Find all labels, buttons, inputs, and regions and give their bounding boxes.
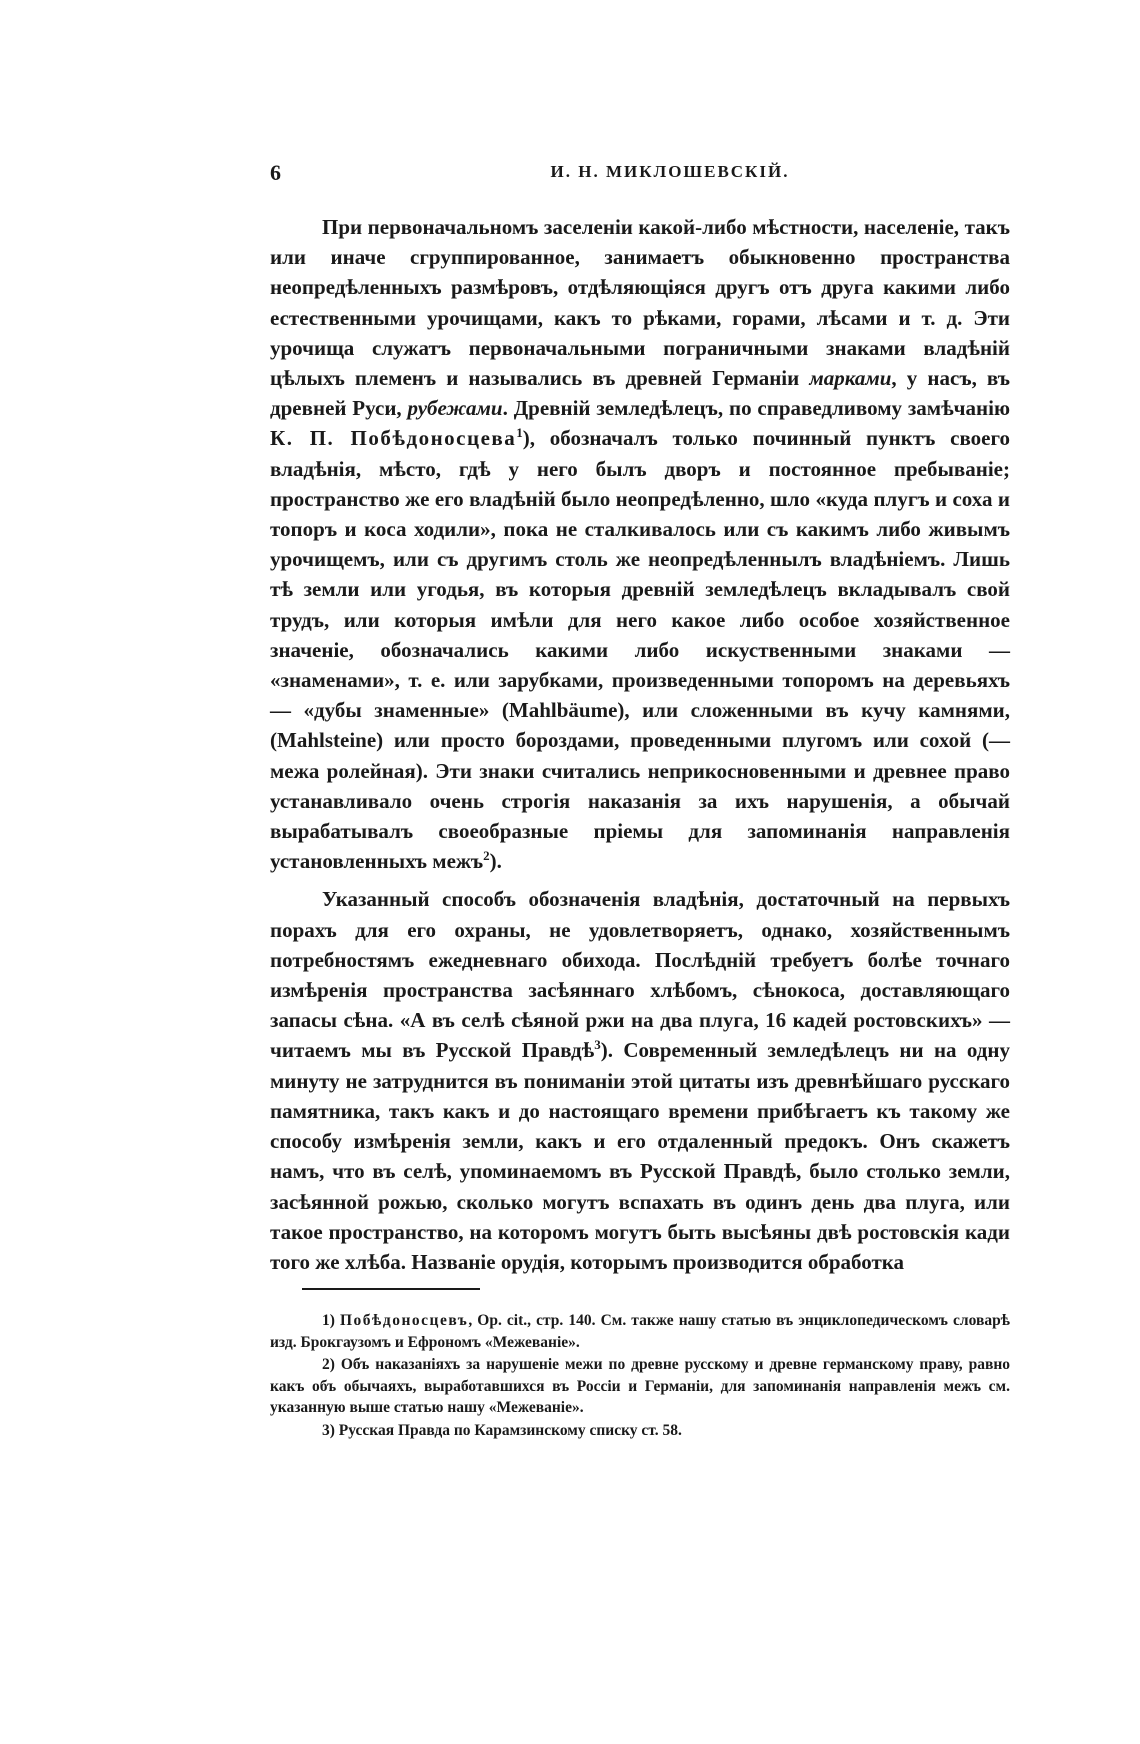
footnote-1-author: Побѣдоносцевъ [340, 1312, 469, 1329]
paragraph-1-text-4: ), обозначалъ только починный пунктъ своего владѣнія, мѣсто, гдѣ у него былъ дворъ и постоянное пребываніе; пространство же его владѣній было неопредѣленно, шло «куда плугъ и соха и топоръ и коса ходили», пока не сталкивалось или съ какимъ либо живымъ урочищемъ, или съ другимъ столь же неопредѣленнылъ владѣніемъ. Лишь тѣ земли или угодья, въ которыя древній земледѣлецъ вкладывалъ свой трудъ, или которыя имѣли для него какое либо особое хозяйственное значеніе, обозначались какими либо искуственными знаками — «знаменами», т. е. или зарубками, произведенными топоромъ на деревьяхъ — «дубы знаменные» (Mahlbäume), или сложенными въ кучу камнями, (Mahlsteine) или просто бороздами, проведенными плугомъ или сохой (—межа ролейная). Эти знаки считались неприкосновенными и древнее право устанавливало очень строгія наказанія за ихъ нарушенія, а обычай вырабатывалъ своеобразные пріемы для запоминанія направленія установленныхъ межъ [270, 426, 1010, 874]
footnotes [270, 1310, 1010, 1441]
paragraph-1-text-3: . Древній земледѣлецъ, по справедливому замѣчанію [502, 396, 1010, 421]
footnote-3: 3) Русская Правда по Карамзинскому списку ст. 58. [322, 1421, 682, 1439]
paragraph-1 [270, 212, 1010, 876]
footnote-ref-1[interactable]: 1 [516, 425, 523, 441]
body-text [270, 212, 1010, 1277]
footnote-2: 2) Объ наказаніяхъ за нарушеніе межи по древне русскому и древне германскому праву, равно какъ объ обычаяхъ, выработавшихся въ Россіи и Германіи, для запоминанія направленія межъ см. указанную выше статью нашу «Межеваніе». [270, 1356, 1010, 1416]
paragraph-1-text-5: ). [489, 849, 502, 874]
paragraph-2-text-1: Указанный способъ обозначенія владѣнія, достаточный на первыхъ порахъ для его охраны, не удовлетворяетъ, однако, хозяйственнымъ потребностямъ ежедневнаго обихода. Послѣдній требуетъ болѣе точнаго измѣренія пространства засѣяннаго хлѣбомъ, сѣнокоса, доставляющаго запасы сѣна. «А въ селѣ сѣяной ржи на два плуга, 16 кадей ростовскихъ» — читаемъ мы въ Русской Правдѣ [270, 887, 1010, 1063]
emphasis-rubezhami: рубежами [407, 396, 503, 421]
footnote-1-text: , Op. cit., стр. 140. См. также нашу статью въ энциклопедическомъ словарѣ изд. Брокгаузомъ и Ефрономъ «Межеваніе». [270, 1312, 1010, 1351]
footnote-separator [302, 1288, 480, 1290]
paragraph-2-text-2: ). Современный земледѣлецъ ни на одну минуту не затруднится въ пониманіи этой цитаты изъ древнѣйшаго русскаго памятника, такъ какъ и до настоящаго времени прибѣгаетъ къ такому же способу измѣренія земли, какъ и его отдаленный предокъ. Онъ скажетъ намъ, что въ селѣ, упоминаемомъ въ Русской Правдѣ, было столько земли, засѣянной рожью, сколько могутъ вспахать въ одинъ день два плуга, или такое пространство, на которомъ могутъ быть высѣяны двѣ ростовскія кади того же хлѣба. Названіе орудія, которымъ производится обработка [270, 1038, 1010, 1274]
paragraph-1-text-2: , у насъ, въ древней Руси, [270, 366, 1010, 421]
paragraph-2 [270, 884, 1010, 1277]
paragraph-1-text-1: При первоначальномъ заселеніи какой-либо мѣстности, населеніе, такъ или иначе сгруппированное, занимаетъ обыкновенно пространства неопредѣленныхъ размѣровъ, отдѣляющіяся другъ отъ друга какими либо естественными урочищами, какъ то рѣками, горами, лѣсами и т. д. Эти урочища служатъ первоначальными пограничными знаками владѣній цѣлыхъ племенъ и назывались въ древней Германіи [270, 215, 1010, 391]
running-head: И. Н. МИКЛОШЕВСКІЙ. [550, 162, 790, 181]
page-header [270, 160, 1010, 190]
emphasis-marki: марками [809, 366, 892, 391]
footnote-1-number: 1) [322, 1312, 340, 1329]
cited-author: К. П. Побѣдоносцева [270, 426, 517, 451]
footnote-1 [270, 1310, 1010, 1353]
footnote-ref-2[interactable]: 2 [483, 848, 490, 864]
footnote-ref-3[interactable]: 3 [594, 1037, 601, 1053]
page-number: 6 [270, 160, 281, 185]
